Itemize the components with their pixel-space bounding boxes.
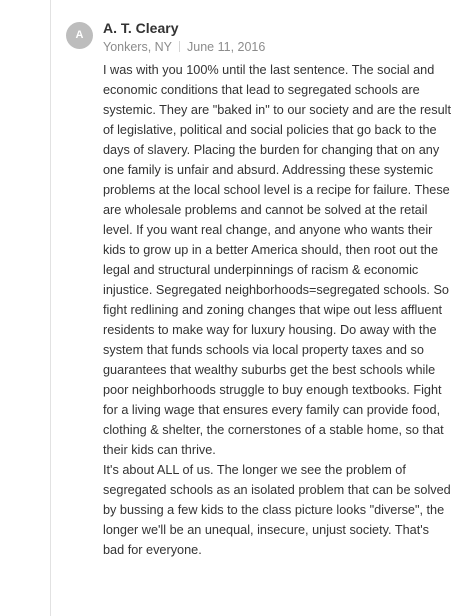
thread-line: [50, 0, 51, 616]
comment-location: Yonkers, NY: [103, 40, 173, 54]
comment-paragraph-2: It's about ALL of us. The longer we see the problem of segregated schools as an isolated problem that can be solved by bussing a few kids to the class picture looks "diverse", the longer we'll be an unequal, insecure, unjust society. That's bad for everyone.: [103, 463, 451, 557]
comment-author[interactable]: A. T. Cleary: [103, 20, 179, 36]
comment-date[interactable]: June 11, 2016: [187, 40, 266, 54]
comment-body: [103, 19, 463, 560]
meta-divider: [179, 41, 180, 52]
avatar[interactable]: A: [66, 22, 93, 49]
comment-paragraph-1: I was with you 100% until the last sentence. The social and economic conditions that lead to segregated schools are systemic. They are "baked in" to our society and are the result of legislative, political and social policies that go back to the days of slavery. Placing the burden for changing that on any one family is unfair and absurd. Addressing these systemic problems at the local school level is a recipe for failure. These are wholesale problems and cannot be solved at the retail level. If you want real change, and anyone who wants their kids to grow up in a better America should, then root out the legal and structural underpinnings of racism & economic injustice. Segregated neighborhoods=segregated schools. So fight redlining and zoning changes that wipe out less affluent residents to make way for luxury housing. Do away with the system that funds schools via local property taxes and so guarantees that wealthy suburbs get the best schools while poor neighborhoods struggle to buy enough textbooks. Fight for a living wage that ensures every family can provide food, clothing & shelter, the cornerstones of a stable home, so that their kids can thrive.: [103, 63, 451, 457]
comment-text: [103, 60, 453, 560]
comment-meta: [103, 39, 463, 55]
